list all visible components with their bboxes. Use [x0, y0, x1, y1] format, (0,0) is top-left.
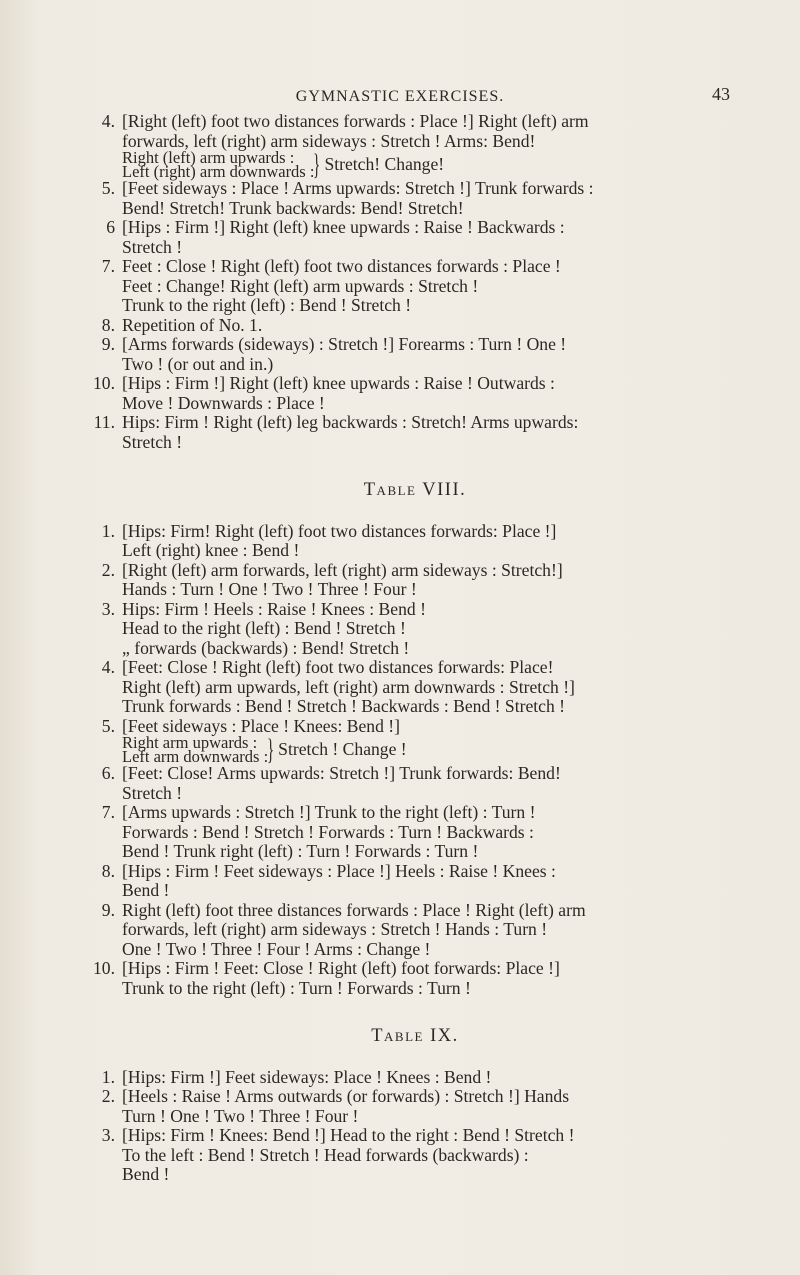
exercise-line: [Hips : Firm !] Right (left) knee upwards : Raise ! Outwards : — [122, 373, 555, 393]
alternating-command — [122, 733, 735, 766]
exercise-line: [Hips: Firm !] Feet sideways: Place ! Knees : Bend ! — [122, 1066, 492, 1087]
exercise-line: Hands : Turn ! One ! Two ! Three ! Four ! — [122, 579, 417, 599]
exercise-line: [Right (left) arm forwards, left (right) arm sideways : Stretch!] — [122, 559, 563, 580]
exercise-line: Bend ! — [122, 880, 170, 900]
brace-line: Left (right) arm downwards : — [122, 162, 315, 181]
brace-line: Left arm downwards : — [122, 747, 269, 766]
exercise-item — [95, 959, 735, 998]
exercise-line: Trunk forwards : Bend ! Stretch ! Backwards : Bend ! Stretch ! — [122, 696, 566, 716]
exercise-number: 1. — [101, 1066, 115, 1087]
exercise-line: [Hips: Firm ! Knees: Bend !] Head to the right : Bend ! Stretch ! — [122, 1125, 575, 1145]
exercise-number: 5. — [101, 715, 115, 736]
exercise-item — [95, 803, 735, 862]
brace-line: Right (left) arm upwards : — [122, 148, 295, 167]
exercise-line: [Hips : Firm ! Feet: Close ! Right (left) foot forwards: Place !] — [122, 958, 560, 978]
exercise-line: Move ! Downwards : Place ! — [122, 392, 325, 413]
exercise-line: To the left : Bend ! Stretch ! Head forwards (backwards) : — [122, 1144, 529, 1165]
exercise-item — [95, 862, 735, 901]
exercise-item — [95, 561, 735, 600]
exercise-line: „ forwards (backwards) : Bend! Stretch ! — [122, 637, 410, 658]
exercise-line: Bend ! — [122, 1164, 170, 1184]
exercise-item — [95, 658, 735, 717]
exercise-line: Forwards : Bend ! Stretch ! Forwards : Turn ! Backwards : — [122, 821, 534, 842]
exercise-line: forwards, left (right) arm sideways : Stretch ! Hands : Turn ! — [122, 919, 548, 939]
exercise-item — [95, 257, 735, 316]
exercise-item — [95, 522, 735, 561]
exercise-list-table-viii — [95, 522, 735, 999]
exercise-line: Stretch ! — [122, 782, 183, 803]
exercise-line: [Feet: Close! Arms upwards: Stretch !] Trunk forwards: Bend! — [122, 763, 561, 783]
exercise-item — [95, 316, 735, 336]
page-number: 43 — [712, 84, 730, 104]
brace-command: Stretch! Change! — [324, 154, 445, 175]
exercise-line: [Hips: Firm! Right (left) foot two distances forwards: Place !] — [122, 520, 557, 541]
exercise-number: 7. — [101, 802, 115, 822]
exercise-line: [Right (left) foot two distances forwards : Place !] Right (left) arm — [122, 111, 589, 131]
exercise-line: [Heels : Raise ! Arms outwards (or forwards) : Stretch !] Hands — [122, 1086, 570, 1106]
exercise-number: 6. — [101, 763, 115, 783]
exercise-line: Stretch ! — [122, 431, 183, 452]
exercise-line: Feet : Change! Right (left) arm upwards : Stretch ! — [122, 275, 479, 296]
exercise-number: 3. — [101, 1125, 115, 1145]
exercise-number: 9. — [101, 334, 115, 354]
exercise-line: Trunk to the right (left) : Bend ! Stretch ! — [122, 295, 412, 315]
exercise-line: Repetition of No. 1. — [122, 314, 263, 335]
exercise-number: 2. — [101, 1086, 115, 1106]
exercise-item — [95, 374, 735, 413]
exercise-item — [95, 600, 735, 659]
exercise-item — [95, 1068, 735, 1088]
table-heading-viii: Table VIII. — [363, 480, 467, 500]
exercise-line: Trunk to the right (left) : Turn ! Forwards : Turn ! — [122, 977, 471, 998]
exercise-line: Left (right) knee : Bend ! — [122, 540, 300, 560]
exercise-line: [Hips : Firm ! Feet sideways : Place !] Heels : Raise ! Knees : — [122, 860, 556, 881]
exercise-line: Two ! (or out and in.) — [122, 353, 274, 374]
exercise-number: 6 — [106, 217, 115, 237]
exercise-number: 10. — [93, 958, 115, 978]
exercise-item — [95, 717, 735, 765]
exercise-line: Feet : Close ! Right (left) foot two distances forwards : Place ! — [122, 256, 561, 276]
exercise-item — [95, 112, 735, 179]
exercise-line: Bend! Stretch! Trunk backwards: Bend! Stretch! — [122, 197, 464, 218]
page-content — [95, 112, 735, 1185]
exercise-line: Right (left) arm upwards, left (right) arm downwards : Stretch !] — [122, 676, 575, 697]
exercise-list-table-ix — [95, 1068, 735, 1185]
exercise-item — [95, 218, 735, 257]
exercise-line: Turn ! One ! Two ! Three ! Four ! — [122, 1105, 359, 1126]
exercise-line: [Feet sideways : Place ! Arms upwards: Stretch !] Trunk forwards : — [122, 178, 594, 198]
exercise-item — [95, 335, 735, 374]
exercise-line: [Feet sideways : Place ! Knees: Bend !] — [122, 715, 400, 736]
exercise-line: Stretch ! — [122, 236, 183, 257]
exercise-line: Bend ! Trunk right (left) : Turn ! Forwards : Turn ! — [122, 841, 479, 861]
exercise-line: [Arms forwards (sideways) : Stretch !] Forearms : Turn ! One ! — [122, 334, 567, 354]
exercise-line: Hips: Firm ! Right (left) leg backwards : Stretch! Arms upwards: — [122, 412, 579, 432]
exercise-item — [95, 764, 735, 803]
exercise-number: 4. — [101, 111, 115, 131]
exercise-line: [Arms upwards : Stretch !] Trunk to the right (left) : Turn ! — [122, 802, 536, 822]
exercise-number: 7. — [101, 256, 115, 276]
exercise-item — [95, 413, 735, 452]
exercise-line: [Hips : Firm !] Right (left) knee upwards : Raise ! Backwards : — [122, 217, 565, 237]
exercise-line: Head to the right (left) : Bend ! Stretch ! — [122, 618, 406, 638]
exercise-line: [Feet: Close ! Right (left) foot two distances forwards: Place! — [122, 657, 554, 677]
table-heading-ix: Table IX. — [371, 1026, 459, 1046]
exercise-line: forwards, left (right) arm sideways : Stretch ! Arms: Bend! — [122, 130, 536, 151]
exercise-number: 2. — [101, 559, 115, 580]
exercise-item — [95, 1087, 735, 1126]
exercise-number: 9. — [101, 899, 115, 920]
exercise-line: Hips: Firm ! Heels : Raise ! Knees : Bend ! — [122, 598, 426, 619]
exercise-number: 1. — [101, 520, 115, 541]
exercise-line: Right (left) foot three distances forwards : Place ! Right (left) arm — [122, 899, 586, 920]
brace-line: Right arm upwards : — [122, 733, 258, 752]
exercise-number: 8. — [101, 860, 115, 881]
brace-command: Stretch ! Change ! — [278, 739, 407, 760]
exercise-item — [95, 179, 735, 218]
alternating-command — [122, 148, 735, 181]
exercise-number: 4. — [101, 657, 115, 677]
exercise-number: 8. — [101, 314, 115, 335]
exercise-number: 11. — [93, 412, 115, 432]
exercise-item — [95, 901, 735, 960]
curly-brace-glyph: } — [313, 148, 321, 181]
exercise-number: 10. — [93, 373, 115, 393]
exercise-number: 5. — [101, 178, 115, 198]
exercise-line: One ! Two ! Three ! Four ! Arms : Change ! — [122, 938, 431, 959]
exercise-item — [95, 1126, 735, 1185]
exercise-list-continued — [95, 112, 735, 452]
exercise-number: 3. — [101, 598, 115, 619]
curly-brace-glyph: } — [267, 733, 275, 766]
running-head: GYMNASTIC EXERCISES. — [295, 88, 505, 105]
